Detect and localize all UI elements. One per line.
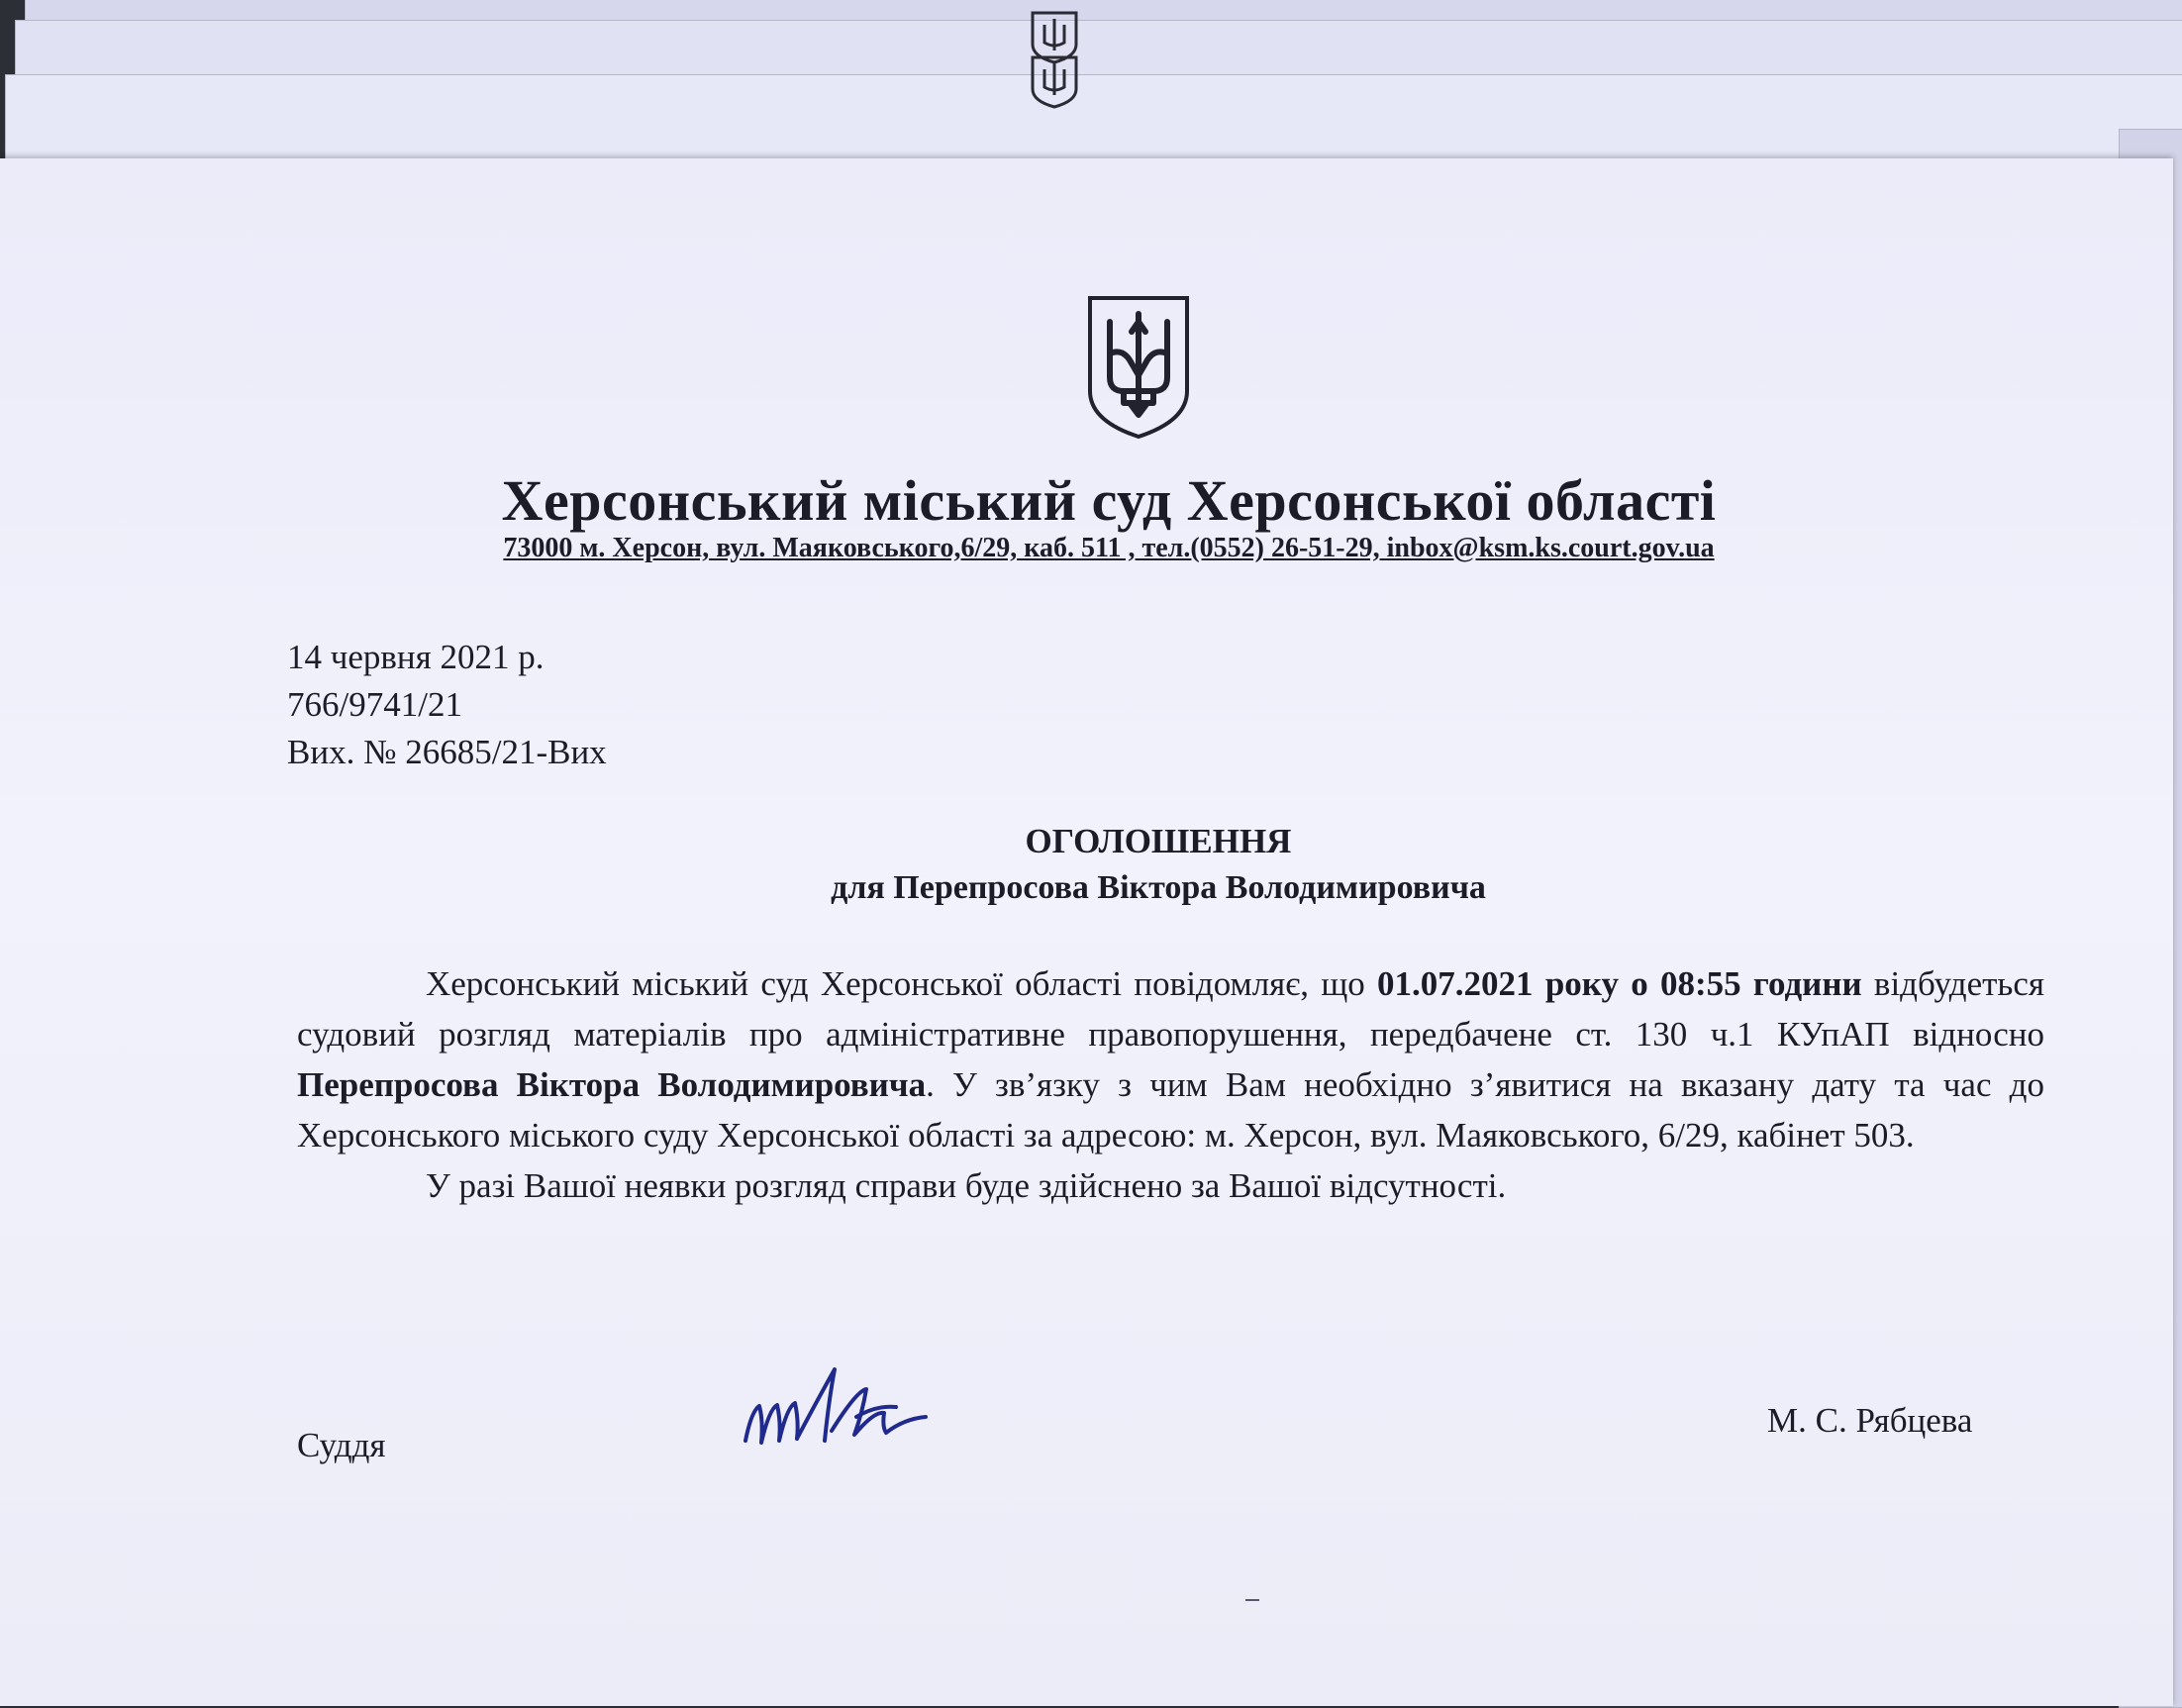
- document-meta: [287, 634, 607, 776]
- court-address: 73000 м. Херсон, вул. Маяковського,6/29, каб. 511 , тел.(0552) 26-51-29, inbox@ksm.ks.court.gov.ua: [503, 533, 1715, 563]
- court-name: Херсонський міський суд Херсонської області: [501, 468, 1717, 533]
- page-mark: [1245, 1599, 1259, 1601]
- paragraph-text: відбудеться судовий розгляд матеріалів про адміністративне правопорушення, передбачене ст. 130 ч.1 КУпАП відносно: [297, 964, 2044, 1054]
- court-notice-page: [0, 158, 2173, 1706]
- judge-title: Суддя: [297, 1426, 386, 1464]
- notice-title: ОГОЛОШЕННЯ: [1025, 822, 1292, 860]
- defendant-name: Перепросова Віктора Володимировича: [297, 1065, 927, 1104]
- paragraph-text: . У зв’язку з чим Вам необхідно з’явитися на вказану дату та час до Херсонського міського суду Херсонської області за адресою: м. Херсон, вул. Маяковського, 6/29, кабінет 503.: [297, 1065, 2044, 1155]
- notice-recipient: для Перепросова Віктора Володимировича: [831, 869, 1486, 906]
- outgoing-number: Вих. № 26685/21-Вих: [287, 733, 607, 771]
- notice-paragraph: [297, 958, 2044, 1160]
- document-date: 14 червня 2021 р.: [287, 638, 545, 676]
- notice-body: [297, 958, 2044, 1211]
- case-number: 766/9741/21: [287, 685, 462, 724]
- coat-of-arms-of-ukraine-icon: [1084, 292, 1193, 441]
- coat-of-arms-icon: [1025, 50, 1084, 109]
- hearing-datetime: 01.07.2021 року о 08:55 години: [1377, 964, 1862, 1003]
- paragraph-text: Херсонський міський суд Херсонської області повідомляє, що: [426, 964, 1378, 1003]
- handwritten-signature: [738, 1361, 936, 1456]
- notice-paragraph: У разі Вашої неявки розгляд справи буде здійснено за Вашої відсутності.: [426, 1166, 1507, 1205]
- judge-name: М. С. Рябцева: [1767, 1401, 1973, 1440]
